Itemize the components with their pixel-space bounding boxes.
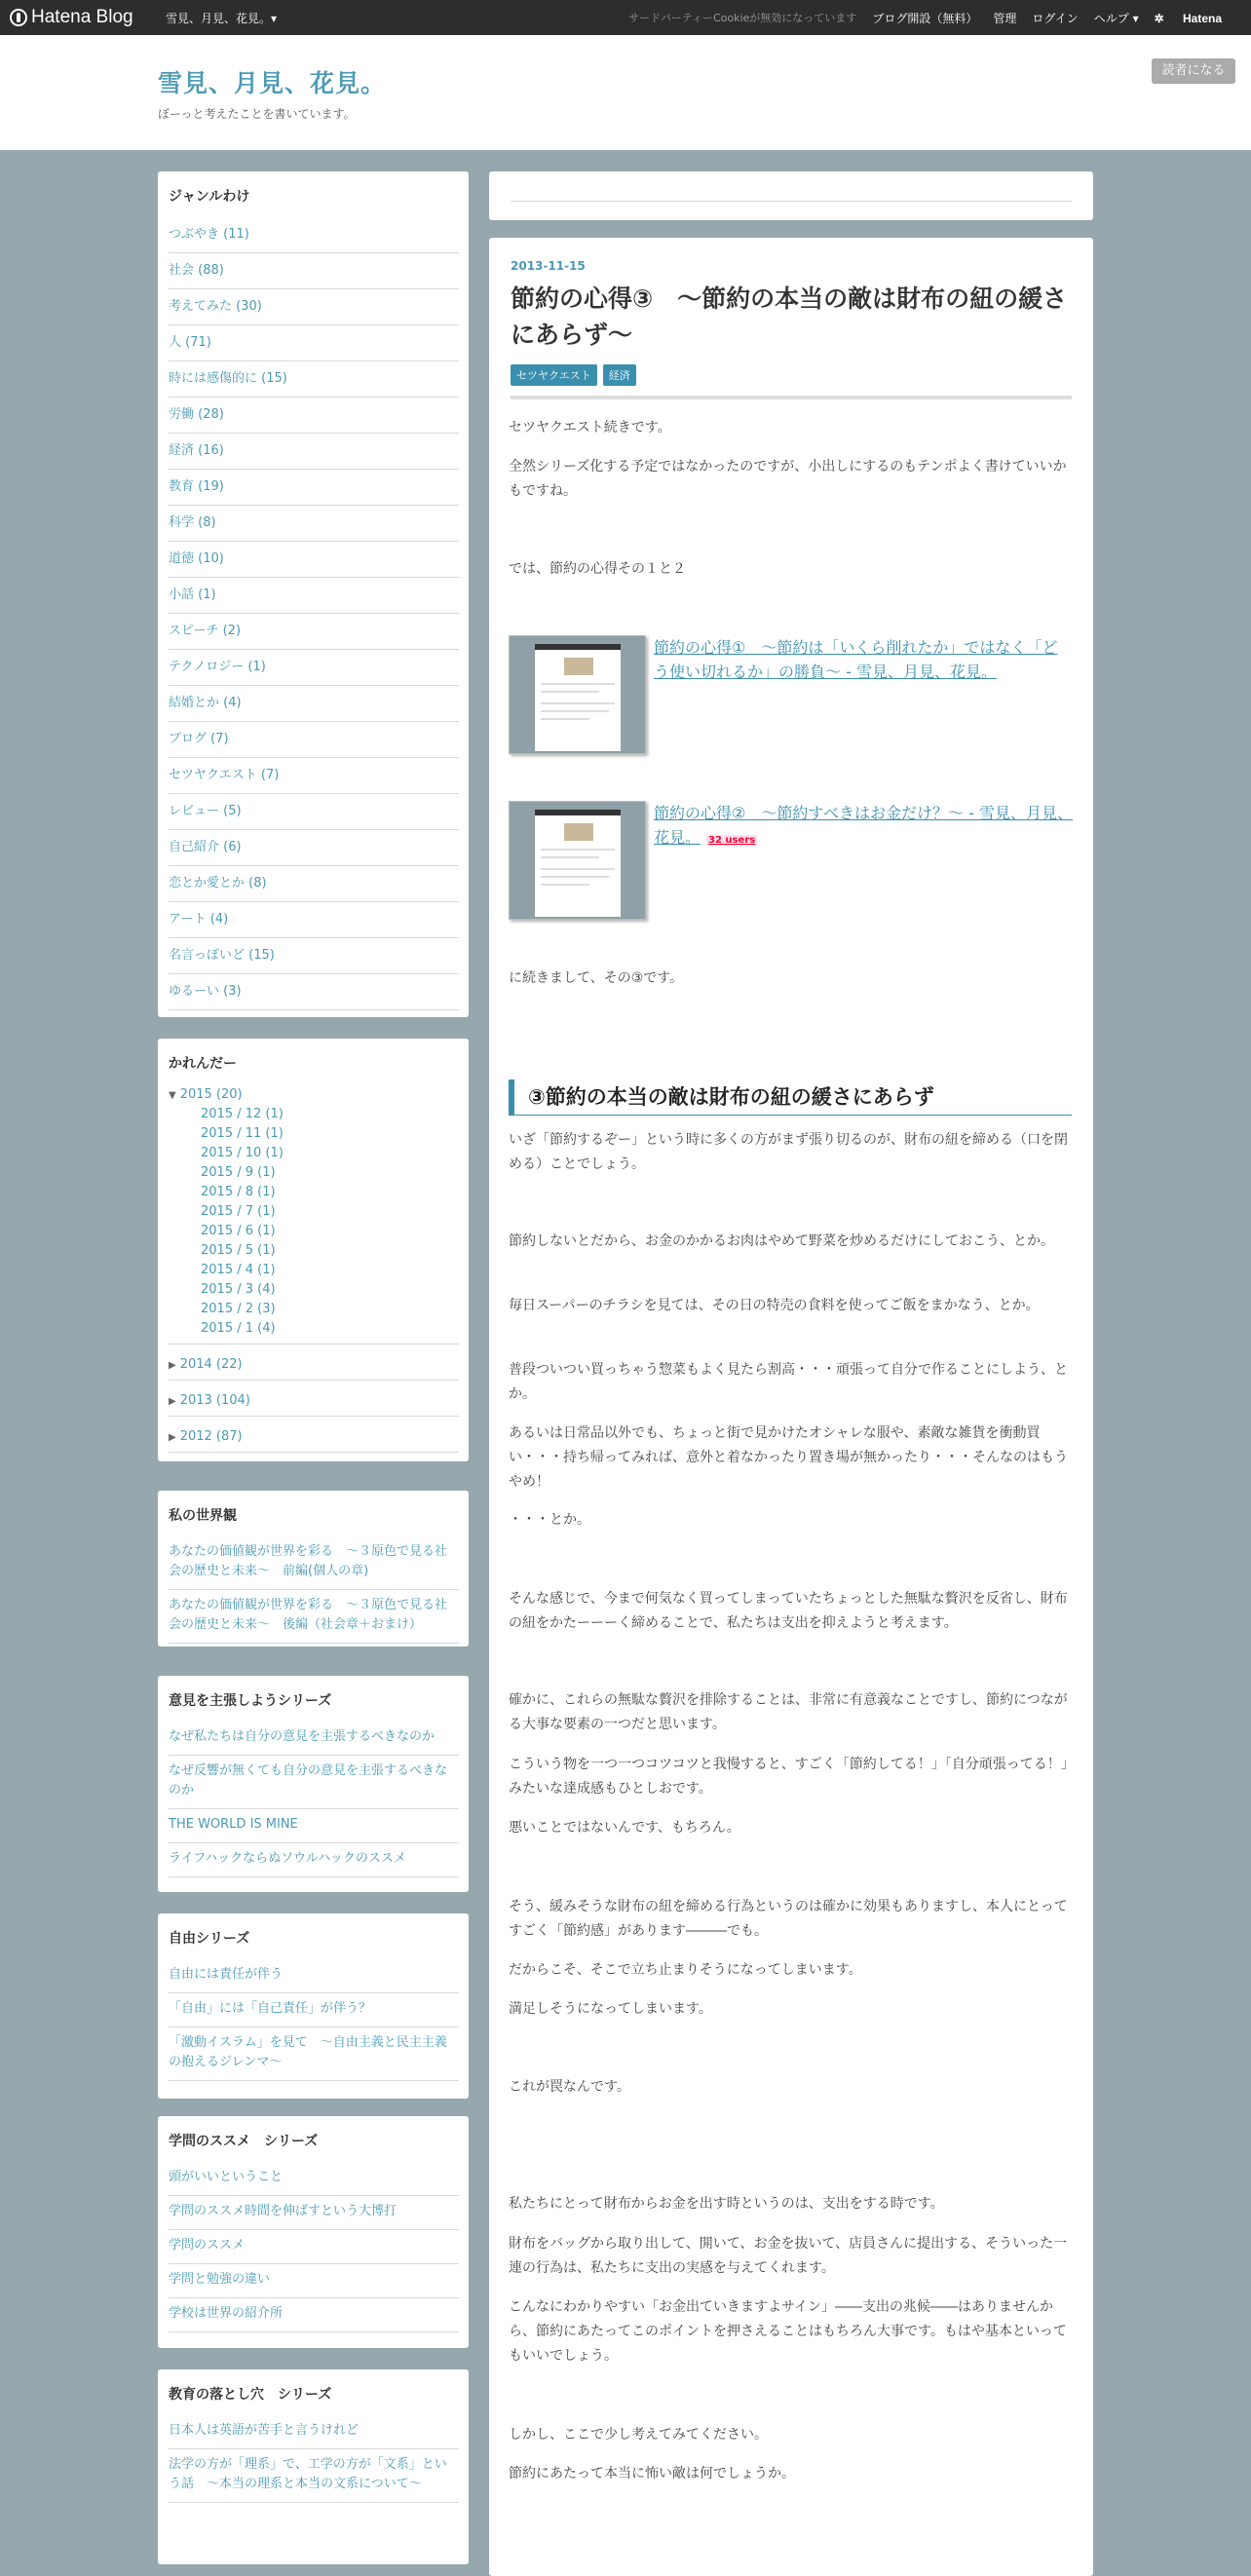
divider bbox=[511, 396, 1072, 399]
related-entry-link[interactable] bbox=[654, 801, 1073, 920]
entry-paragraph: 私たちにとって財布からお金を出す時というのは、支出をする時です。 bbox=[509, 2196, 944, 2212]
entry-box bbox=[489, 238, 1093, 2576]
category-link[interactable]: 自己紹介 (6) bbox=[169, 830, 459, 866]
hatena-blog-logo[interactable] bbox=[10, 7, 133, 28]
entry-paragraph: 満足しそうになってしまいます。 bbox=[509, 2001, 712, 2017]
archive-tree bbox=[169, 1084, 459, 1453]
entry-paragraph: これが罠なんです。 bbox=[509, 2079, 630, 2095]
series-link[interactable]: 法学の方が「理系」で、工学の方が「文系」という話 ～本当の理系と本当の文系について～ bbox=[169, 2449, 459, 2503]
help-menu[interactable]: ヘルプ ▾ bbox=[1093, 11, 1139, 25]
entry-paragraph: あるいは日常品以外でも、ちょっと街で見かけたオシャレな服や、素敵な雑貨を衝動買い・・・持ち帰ってみれば、意外と着なかったり置き場が無かったり・・・そんなのはもうやめ！ bbox=[509, 1425, 1068, 1490]
freedom-module-title: 自由シリーズ bbox=[169, 1931, 250, 1947]
worldview-module bbox=[158, 1491, 469, 1647]
divider bbox=[169, 1380, 459, 1381]
education-module-title: 教育の落とし穴 シリーズ bbox=[169, 2387, 332, 2403]
freedom-list bbox=[169, 1959, 459, 2081]
entry-header bbox=[489, 238, 1093, 399]
hatena-logo[interactable] bbox=[1155, 10, 1237, 25]
category-link[interactable]: 経済 (16) bbox=[169, 434, 459, 470]
bookmark-users-badge[interactable]: 32 users bbox=[708, 835, 756, 846]
archive-month-link[interactable]: 2015 / 5 (1) bbox=[201, 1243, 276, 1258]
series-link[interactable]: 学問と勉強の違い bbox=[169, 2264, 459, 2298]
entry-paragraph: 全然シリーズ化する予定ではなかったのですが、小出しにするのもテンポよく書けていいかもですね。 bbox=[509, 459, 1067, 499]
archive-year-label: 2013 (104) bbox=[179, 1393, 250, 1408]
archive-month-link[interactable]: 2015 / 1 (4) bbox=[201, 1321, 276, 1336]
series-link[interactable]: なぜ反響が無くても自分の意見を主張するべきなのか bbox=[169, 1756, 459, 1809]
worldview-list bbox=[169, 1536, 459, 1644]
archive-month-link[interactable]: 2015 / 7 (1) bbox=[201, 1204, 276, 1219]
archive-year-2015[interactable] bbox=[169, 1084, 459, 1105]
archive-year[interactable] bbox=[169, 1426, 459, 1447]
embedded-link-card[interactable] bbox=[509, 635, 1073, 754]
divider bbox=[169, 1416, 459, 1417]
archive-month-link[interactable]: 2015 / 12 (1) bbox=[201, 1107, 284, 1121]
series-link[interactable]: 学問のススメ bbox=[169, 2230, 459, 2264]
calendar-module-title: かれんだー bbox=[169, 1056, 237, 1072]
link-thumbnail bbox=[509, 635, 646, 754]
category-link[interactable]: 科学 (8) bbox=[169, 506, 459, 542]
hatena-blog-logo-icon bbox=[10, 9, 27, 26]
genre-list bbox=[169, 217, 459, 1010]
section-heading: ③節約の本当の敵は財布の紐の緩さにあらず bbox=[509, 1080, 1072, 1116]
admin-link[interactable]: 管理 bbox=[993, 11, 1017, 25]
blog-title[interactable]: 雪見、月見、花見。 bbox=[158, 69, 387, 97]
calendar-module bbox=[158, 1039, 469, 1461]
entry-paragraph: いざ「節約するぞー」という時に多くの方がまず張り切るのが、財布の紐を締める（口を閉める）ことでしょう。 bbox=[509, 1132, 1068, 1172]
global-header bbox=[0, 0, 1251, 35]
entry-title[interactable]: 節約の心得③ ～節約の本当の敵は財布の紐の緩さにあらず～ bbox=[511, 284, 1068, 349]
entry-paragraph: 財布をバッグから取り出して、開いて、お金を抜いて、店員さんに提出する、そういった一連の行為は、私たちに支出の実感を与えてくれます。 bbox=[509, 2236, 1068, 2276]
embedded-link-card[interactable] bbox=[509, 801, 1073, 920]
blog-title-box bbox=[0, 35, 1251, 150]
entry-paragraph: 毎日スーパーのチラシを見ては、その日の特売の食料を使ってご飯をまかなう、とか。 bbox=[509, 1298, 1040, 1313]
entry-paragraph: では、節約の心得その１と２ bbox=[509, 561, 686, 577]
category-link[interactable]: スピーチ (2) bbox=[169, 614, 459, 650]
archive-month-link[interactable]: 2015 / 11 (1) bbox=[201, 1126, 284, 1141]
education-list bbox=[169, 2415, 459, 2503]
opinion-module bbox=[158, 1676, 469, 1892]
archive-month-link[interactable]: 2015 / 6 (1) bbox=[201, 1224, 276, 1238]
archive-month-link[interactable]: 2015 / 8 (1) bbox=[201, 1185, 276, 1199]
entry-date[interactable]: 2013-11-15 bbox=[511, 259, 586, 273]
blog-switcher[interactable]: 雪見、月見、花見。▾ bbox=[166, 12, 278, 25]
triangle-right-icon: ▶ bbox=[169, 1360, 176, 1371]
triangle-right-icon: ▶ bbox=[169, 1396, 176, 1407]
archive-year[interactable] bbox=[169, 1354, 459, 1375]
category-link[interactable]: ブログ (7) bbox=[169, 722, 459, 758]
hatena-logo-text: Hatena bbox=[1182, 12, 1222, 25]
category-link[interactable]: 名言っぽいど (15) bbox=[169, 938, 459, 974]
series-link[interactable]: 自由には責任が伴う bbox=[169, 1959, 459, 1993]
category-badge[interactable]: 経済 bbox=[603, 364, 636, 386]
category-badge[interactable]: セツヤクエスト bbox=[511, 364, 597, 386]
triangle-down-icon: ▼ bbox=[169, 1090, 176, 1101]
entry-paragraph: こんなにわかりやすい「お金出ていきますよサイン」――支出の兆候――はありませんから、節約にあたってこのポイントを押さえることはもちろん大事です。もはや基本といってもいいでしょう。 bbox=[509, 2299, 1067, 2364]
series-link[interactable]: 日本人は英語が苦手と言うけれど bbox=[169, 2415, 459, 2449]
education-module bbox=[158, 2369, 469, 2564]
archive-month-link[interactable]: 2015 / 4 (1) bbox=[201, 1263, 276, 1277]
entry-paragraph: に続きまして、その③です。 bbox=[509, 970, 684, 986]
category-link[interactable]: 人 (71) bbox=[169, 325, 459, 361]
subscribe-button[interactable]: 読者になる bbox=[1152, 58, 1235, 84]
archive-month-list bbox=[169, 1105, 459, 1339]
series-link[interactable]: あなたの価値観が世界を彩る ～３原色で見る社会の歴史と未来～ 後編（社会章＋おまけ） bbox=[169, 1590, 459, 1644]
opinion-module-title: 意見を主張しようシリーズ bbox=[169, 1693, 332, 1709]
related-entry-link-text[interactable]: 節約の心得② ～節約すべきはお金だけ？～ - 雪見、月見、花見。 bbox=[654, 804, 1073, 847]
login-link[interactable]: ログイン bbox=[1032, 11, 1079, 25]
freedom-module bbox=[158, 1913, 469, 2099]
series-link[interactable]: 頭がいいということ bbox=[169, 2162, 459, 2196]
divider bbox=[169, 1452, 459, 1453]
archive-month-link[interactable]: 2015 / 2 (3) bbox=[201, 1302, 276, 1316]
entry-paragraph: 確かに、これらの無駄な贅沢を排除することは、非常に有意義なことですし、節約につながる大事な要素の一つだと思います。 bbox=[509, 1692, 1068, 1732]
category-link[interactable]: レビュー (5) bbox=[169, 794, 459, 830]
series-link[interactable]: 「自由」には「自己責任」が伴う？ bbox=[169, 1993, 459, 2027]
entry-paragraph: 悪いことではないんです、もちろん。 bbox=[509, 1820, 740, 1836]
category-link[interactable]: 小話 (1) bbox=[169, 578, 459, 614]
hatena-logo-icon: ✲ bbox=[1154, 12, 1167, 25]
archive-year-label: 2012 (87) bbox=[179, 1429, 243, 1444]
category-link[interactable]: 結婚とか (4) bbox=[169, 686, 459, 722]
triangle-right-icon: ▶ bbox=[169, 1432, 176, 1443]
category-link[interactable]: セツヤクエスト (7) bbox=[169, 758, 459, 794]
category-link[interactable]: テクノロジー (1) bbox=[169, 650, 459, 686]
archive-year-label: 2015 (20) bbox=[179, 1087, 243, 1102]
entry-paragraph: 節約にあたって本当に怖い敵は何でしょうか。 bbox=[509, 2466, 795, 2481]
global-header-menu bbox=[628, 0, 1251, 35]
entry-paragraph: だからこそ、そこで立ち止まりそうになってしまいます。 bbox=[509, 1962, 862, 1978]
hatena-blog-logo-text: Hatena Blog bbox=[31, 7, 133, 27]
category-link[interactable]: 時には感傷的に (15) bbox=[169, 361, 459, 398]
entry-pager-box bbox=[489, 171, 1093, 220]
archive-year-label: 2014 (22) bbox=[179, 1357, 243, 1372]
divider bbox=[169, 1344, 459, 1345]
category-link[interactable]: 労働 (28) bbox=[169, 398, 459, 434]
category-link[interactable]: 社会 (88) bbox=[169, 253, 459, 289]
category-link[interactable]: アート (4) bbox=[169, 902, 459, 938]
genre-module bbox=[158, 171, 469, 1017]
category-link[interactable]: 恋とか愛とか (8) bbox=[169, 866, 459, 902]
archive-month-link[interactable]: 2015 / 9 (1) bbox=[201, 1165, 276, 1180]
study-module bbox=[158, 2116, 469, 2348]
archive-month-link[interactable]: 2015 / 3 (4) bbox=[201, 1282, 276, 1297]
category-link[interactable]: 考えてみた (30) bbox=[169, 289, 459, 325]
link-thumbnail bbox=[509, 801, 646, 920]
entry-paragraph: そんな感じで、今まで何気なく買ってしまっていたちょっとした無駄な贅沢を反省し、財布の紐をかたーーーく締めることで、私たちは支出を抑えようと考えます。 bbox=[509, 1591, 1068, 1631]
entry-paragraph: 節約しないとだから、お金のかかるお肉はやめて野菜を炒めるだけにしておこう、とか。 bbox=[509, 1233, 1054, 1249]
series-link[interactable]: THE WORLD IS MINE bbox=[169, 1809, 459, 1843]
blog-description: ぼーっと考えたことを書いています。 bbox=[158, 107, 356, 121]
opinion-list bbox=[169, 1722, 459, 1877]
entry-paragraph: しかし、ここで少し考えてみてください。 bbox=[509, 2427, 768, 2443]
series-link[interactable]: なぜ私たちは自分の意見を主張するべきなのか bbox=[169, 1722, 459, 1756]
entry-paragraph: こういう物を一つ一つコツコツと我慢すると、すごく「節約してる！」「自分頑張ってる！」みたいな達成感もひとしおです。 bbox=[509, 1757, 1075, 1797]
series-link[interactable]: あなたの価値観が世界を彩る ～３原色で見る社会の歴史と未来～ 前編(個人の章) bbox=[169, 1536, 459, 1590]
series-link[interactable]: 「激動イスラム」を見て ～自由主義と民主主義の抱えるジレンマ～ bbox=[169, 2027, 459, 2081]
category-link[interactable]: ゆるーい (3) bbox=[169, 974, 459, 1010]
genre-module-title: ジャンルわけ bbox=[169, 189, 250, 205]
category-link[interactable]: 道徳 (10) bbox=[169, 542, 459, 578]
entry-paragraph: そう、緩みそうな財布の紐を締める行為というのは確かに効果もありますし、本人にとってすごく「節約感」があります―――でも。 bbox=[509, 1899, 1068, 1939]
entry-paragraph: セツヤクエスト続きです。 bbox=[509, 420, 671, 436]
start-blog-link[interactable]: ブログ開設（無料） bbox=[872, 11, 978, 25]
series-link[interactable]: ライフハックならぬソウルハックのススメ bbox=[169, 1843, 459, 1877]
entry-categories bbox=[511, 364, 1072, 386]
worldview-module-title: 私の世界観 bbox=[169, 1508, 237, 1524]
category-link[interactable]: つぶやき (11) bbox=[169, 217, 459, 253]
archive-month-link[interactable]: 2015 / 10 (1) bbox=[201, 1146, 284, 1160]
cookie-notice: サードパーティーCookieが無効になっています bbox=[628, 12, 857, 24]
series-link[interactable]: 学問のススメ時間を伸ばすという大博打 bbox=[169, 2196, 459, 2230]
archive-year[interactable] bbox=[169, 1390, 459, 1411]
entry-paragraph: ・・・とか。 bbox=[509, 1512, 590, 1528]
divider bbox=[511, 201, 1072, 202]
entry-paragraph: 普段ついつい買っちゃう惣菜もよく見たら割高・・・頑張って自分で作ることにしよう、とか。 bbox=[509, 1362, 1068, 1402]
study-module-title: 学問のススメ シリーズ bbox=[169, 2134, 319, 2149]
series-link[interactable]: 学校は世界の紹介所 bbox=[169, 2298, 459, 2332]
related-entry-link[interactable]: 節約の心得① ～節約は「いくら削れたか」ではなく「どう使い切れるか」の勝負～ - 雪見、月見、花見。 bbox=[654, 638, 1058, 681]
archive-closed-years bbox=[169, 1354, 459, 1453]
category-link[interactable]: 教育 (19) bbox=[169, 470, 459, 506]
study-list bbox=[169, 2162, 459, 2332]
